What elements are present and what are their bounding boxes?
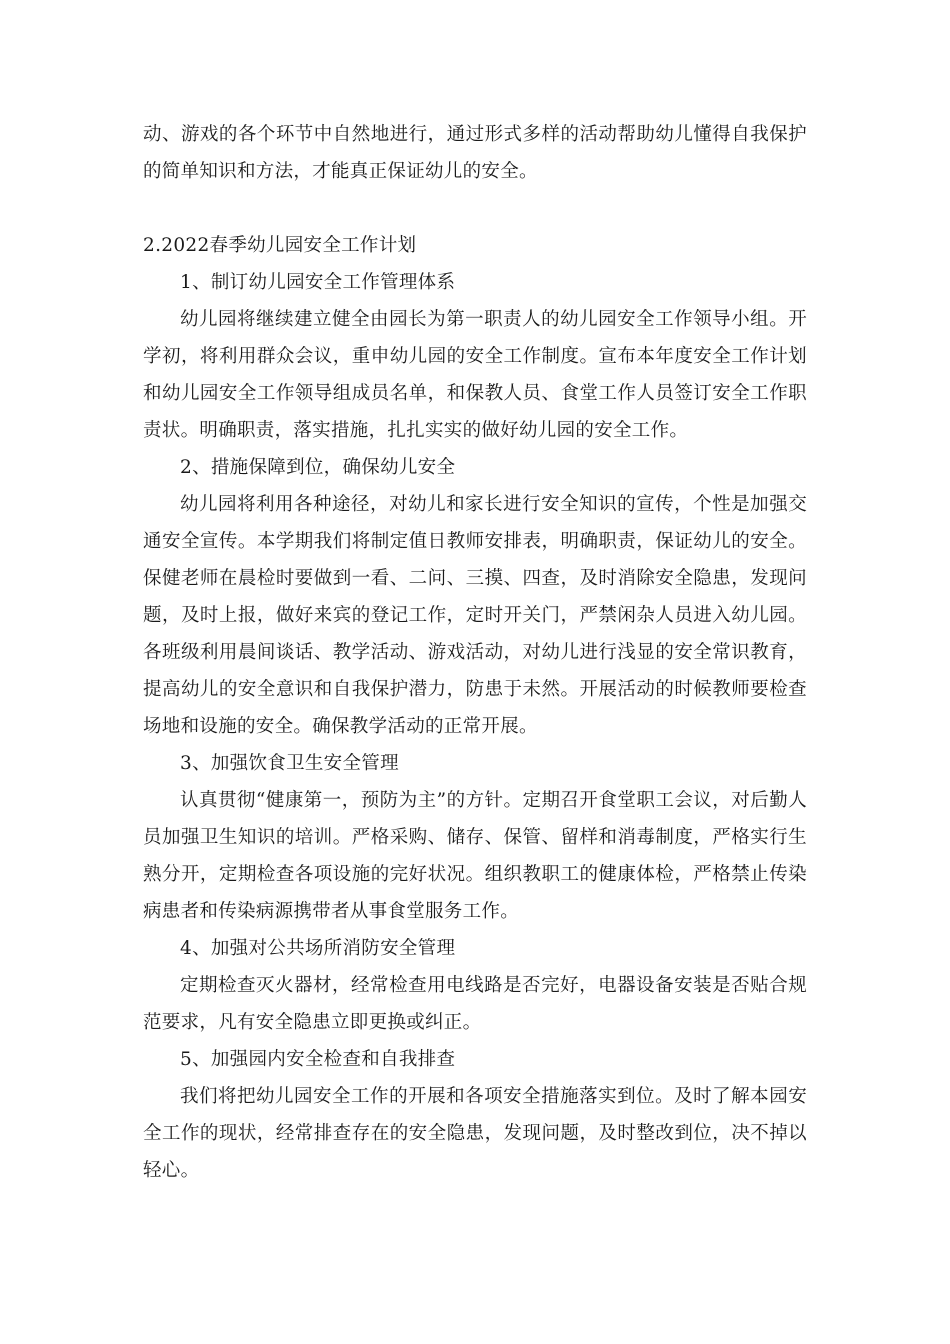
item-heading-4: 4、加强对公共场所消防安全管理 [180,938,456,959]
continuation-block [143,116,807,190]
item-body-3: 认真贯彻“健康第一，预防为主”的方针。定期召开食堂职工会议，对后勤人员加强卫生知识的培训。严格采购、储存、保管、留样和消毒制度，严格实行生熟分开，定期检查各项设施的完好状况。组织教职工的健康体检，严格禁止传染病患者和传染病源携带者从事食堂服务工作。 [143,790,807,922]
item-heading-2: 2、措施保障到位，确保幼儿安全 [180,457,456,478]
continuation-paragraph: 动、游戏的各个环节中自然地进行，通过形式多样的活动帮助幼儿懂得自我保护的简单知识和方法，才能真正保证幼儿的安全。 [143,124,807,182]
item-body-5: 我们将把幼儿园安全工作的开展和各项安全措施落实到位。及时了解本园安全工作的现状，经常排查存在的安全隐患，发现问题，及时整改到位，决不掉以轻心。 [143,1086,807,1181]
plan-section [143,227,807,1189]
item-heading-5: 5、加强园内安全检查和自我排查 [180,1049,456,1070]
item-heading-1: 1、制订幼儿园安全工作管理体系 [180,272,456,293]
section-title: 2.2022春季幼儿园安全工作计划 [143,235,417,256]
item-body-4: 定期检查灭火器材，经常检查用电线路是否完好，电器设备安装是否贴合规范要求，凡有安全隐患立即更换或纠正。 [143,975,807,1033]
item-body-1: 幼儿园将继续建立健全由园长为第一职责人的幼儿园安全工作领导小组。开学初，将利用群众会议，重申幼儿园的安全工作制度。宣布本年度安全工作计划和幼儿园安全工作领导组成员名单，和保教人员、食堂工作人员签订安全工作职责状。明确职责，落实措施，扎扎实实的做好幼儿园的安全工作。 [143,309,807,441]
item-body-2: 幼儿园将利用各种途径，对幼儿和家长进行安全知识的宣传，个性是加强交通安全宣传。本学期我们将制定值日教师安排表，明确职责，保证幼儿的安全。保健老师在晨检时要做到一看、二问、三摸、四查，及时消除安全隐患，发现问题，及时上报，做好来宾的登记工作，定时开关门，严禁闲杂人员进入幼儿园。各班级利用晨间谈话、教学活动、游戏活动，对幼儿进行浅显的安全常识教育，提高幼儿的安全意识和自我保护潜力，防患于未然。开展活动的时候教师要检查场地和设施的安全。确保教学活动的正常开展。 [143,494,807,737]
item-heading-3: 3、加强饮食卫生安全管理 [180,753,399,774]
